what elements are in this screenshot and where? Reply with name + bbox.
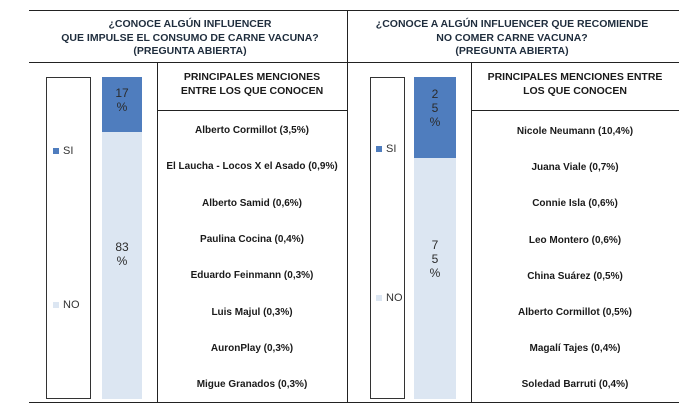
right-question-heading [352,18,672,59]
right-heading-line-2: NO COMER CARNE VACUNA? [436,31,588,44]
no-swatch-icon [53,302,59,308]
right-legend-si [376,143,396,155]
left-mentions-title-line-2: ENTRE LOS QUE CONOCEN [180,85,324,97]
si-swatch-icon [53,148,59,154]
right-mentions-title-line-2: LOS QUE CONOCEN [523,85,627,97]
left-no-data-label: 83 % [115,240,129,268]
left-si-data-label: 17 % [115,86,129,114]
right-legend-box [370,77,405,399]
bottom-rule [29,402,679,403]
mention-item: Migue Granados (0,3%) [196,379,308,391]
left-mentions-title [157,70,347,98]
mention-item: Soledad Barruti (0,4%) [521,379,629,391]
left-legend-si-label: SI [63,145,74,157]
left-heading-line-3: (PREGUNTA ABIERTA) [133,45,247,57]
si-swatch-icon [376,146,382,152]
mention-item: Alberto Samid (0,6%) [201,197,303,209]
left-legend-si [53,145,73,157]
mention-item: Leo Montero (0,6%) [528,234,622,246]
right-mentions-title [471,70,679,98]
mention-item: Magalí Tajes (0,4%) [529,343,621,355]
mention-item: Nicole Neumann (10,4%) [516,126,634,137]
no-swatch-icon [376,295,382,301]
right-no-data-label: 7 5 % [429,238,441,280]
top-rule [29,10,679,11]
mention-item: El Laucha - Locos X el Asado (0,9%) [166,161,338,173]
mention-item: China Suárez (0,5%) [527,270,623,282]
right-legend-si-label: SI [386,143,397,155]
left-mentions-title-line-1: PRINCIPALES MENCIONES [183,71,321,83]
mention-item: Paulina Cocina (0,4%) [200,233,304,245]
mention-item: Juana Viale (0,7%) [531,162,619,174]
left-heading-line-1: ¿CONOCE ALGÚN INFLUENCER [108,18,272,30]
left-legend-no-label: NO [63,299,80,311]
left-stacked-bar [102,77,142,399]
right-si-data-label: 2 5 % [429,87,441,129]
left-mentions-rule [157,110,347,111]
right-legend-no [376,292,403,304]
left-legend-no [53,299,80,311]
mention-item: Luis Majul (0,3%) [211,306,293,318]
left-legend-box [46,77,91,399]
left-question-heading [40,18,340,59]
mention-item: Connie Isla (0,6%) [532,198,618,210]
right-stacked-bar [414,77,456,399]
mention-item: Eduardo Feinmann (0,3%) [190,270,314,282]
mention-item: Alberto Cormillot (3,5%) [195,125,309,136]
center-divider [347,10,348,402]
left-heading-line-2: QUE IMPULSE EL CONSUMO DE CARNE VACUNA? [61,31,319,44]
header-rule [29,62,679,63]
right-mentions-rule [471,110,679,111]
mention-item: AuronPlay (0,3%) [210,342,294,354]
right-heading-line-3: (PREGUNTA ABIERTA) [455,45,569,57]
mention-item: Alberto Cormillot (0,5%) [518,307,632,318]
right-heading-line-1: ¿CONOCE A ALGÚN INFLUENCER QUE RECOMIENDE [375,18,649,30]
right-legend-no-label: NO [386,292,403,304]
right-mentions-title-line-1: PRINCIPALES MENCIONES ENTRE [487,71,663,83]
